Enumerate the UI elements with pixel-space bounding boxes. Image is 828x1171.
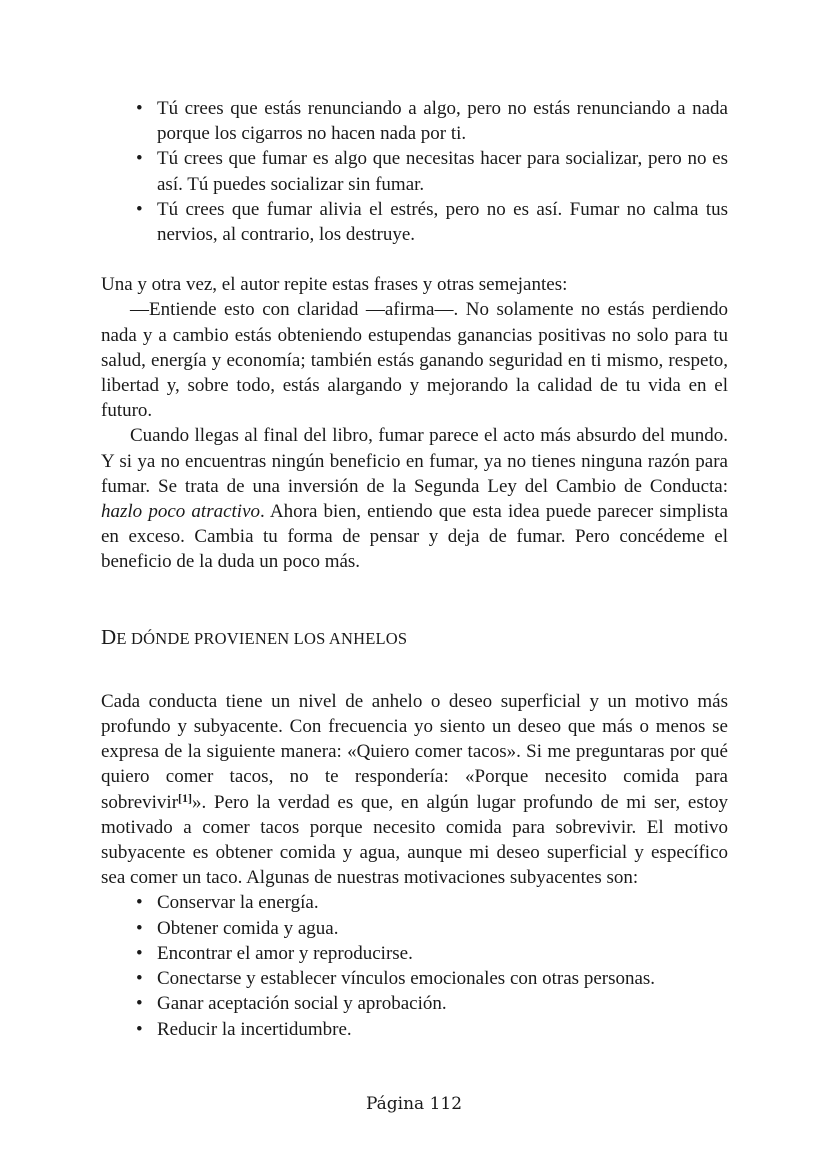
cravings-paragraph: Cada conducta tiene un nivel de anhelo o deseo superficial y un motivo más profundo y subyacente. Con frecuencia yo siento un deseo que más o menos se expresa de la siguiente manera: «Quiero comer tacos». Si me preguntaras por qué quiero comer tacos, no te respondería: «Porque necesito comida para sobrevivir[1]». Pero la verdad es que, en algún lugar profundo de mi ser, estoy motivado a comer tacos porque necesito comida para sobrevivir. El motivo subyacente es obtener comida y agua, aunque mi deseo superficial y específico sea comer un taco. Algunas de nuestras motivaciones subyacentes son:	[101, 690, 728, 889]
list-item: • Ganar aceptación social y aprobación.	[101, 991, 728, 1016]
list-item: • Tú crees que fumar es algo que necesitas hacer para socializar, pero no es así. Tú puedes socializar sin fumar.	[101, 146, 728, 196]
list-item: • Reducir la incertidumbre.	[101, 1017, 728, 1042]
list-item: • Obtener comida y agua.	[101, 916, 728, 941]
page-body	[101, 96, 728, 1042]
emphasis-text: hazlo poco atractivo	[101, 501, 261, 523]
smoking-beliefs-list	[101, 96, 728, 247]
footnote-link[interactable]: [1]	[178, 790, 193, 805]
page-number: Página 112	[365, 1094, 463, 1114]
list-item: • Encontrar el amor y reproducirse.	[101, 941, 728, 966]
list-item: • Conectarse y establecer vínculos emocionales con otras personas.	[101, 966, 728, 991]
intro-paragraph: Una y otra vez, el autor repite estas frases y otras semejantes:	[101, 274, 568, 296]
section-heading: DE DÓNDE PROVIENEN LOS ANHELOS	[101, 624, 408, 649]
list-item: • Tú crees que estás renunciando a algo, pero no estás renunciando a nada porque los cigarros no hacen nada por ti.	[101, 96, 728, 146]
conclusion-paragraph: Cuando llegas al final del libro, fumar parece el acto más absurdo del mundo. Y si ya no encuentras ningún beneficio en fumar, ya no tienes ninguna razón para fumar. Se trata de una inversión de la Segunda Ley del Cambio de Conducta: hazlo poco atractivo. Ahora bien, entiendo que esta idea puede parecer simplista en exceso. Cambia tu forma de pensar y deja de fumar. Pero concédeme el beneficio de la duda un poco más.	[101, 425, 729, 573]
list-item: • Conservar la energía.	[101, 890, 728, 915]
motives-list	[101, 890, 728, 1041]
list-item: • Tú crees que fumar alivia el estrés, pero no es así. Fumar no calma tus nervios, al contrario, los destruye.	[101, 197, 728, 247]
quote-paragraph: —Entiende esto con claridad —afirma—. No solamente no estás perdiendo nada y a cambio estás obteniendo estupendas ganancias positivas no solo para tu salud, energía y economía; también estás ganando seguridad en ti mismo, respeto, libertad y, sobre todo, estás alargando y mejorando la calidad de tu vida en el futuro.	[101, 299, 728, 422]
